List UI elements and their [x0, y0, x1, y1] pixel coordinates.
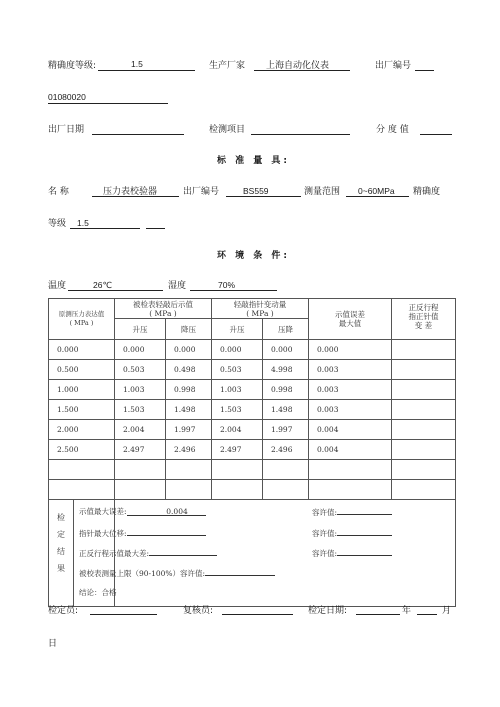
upper-limit-row	[79, 567, 275, 579]
standard-range-underline	[346, 196, 409, 197]
header-shift: 轻敲指针变动量 ( MPa )	[212, 299, 309, 319]
table-row	[49, 360, 456, 380]
serial-underline-1	[415, 70, 434, 71]
cell-up-2: 1.503	[212, 400, 263, 420]
standard-accuracy-label: 精确度	[413, 187, 441, 197]
cell-down-1: 2.496	[166, 440, 212, 460]
inspector-label: 检定员:	[48, 606, 79, 616]
result-label-char: 结	[57, 547, 65, 556]
year-label: 年	[402, 606, 412, 616]
subheader-up-1: 升压	[115, 319, 166, 340]
cell-down-2: 4.998	[263, 360, 309, 380]
hysteresis-row	[79, 547, 217, 559]
cell-up-1: 2.497	[115, 440, 166, 460]
conclusion: 结论：合格	[79, 588, 117, 597]
day-label: 日	[48, 639, 58, 649]
cell-hysteresis	[392, 340, 456, 360]
cell-down-2: 2.496	[263, 440, 309, 460]
result-body	[79, 500, 456, 607]
cell-standard: 0.500	[49, 360, 115, 380]
standard-range-label: 测量范围	[304, 187, 341, 197]
verify-date-label: 检定日期:	[308, 606, 348, 616]
cell-standard: 2.000	[49, 420, 115, 440]
cell-up-1: 0.503	[115, 360, 166, 380]
accuracy-label: 精确度等级:	[48, 61, 97, 71]
accuracy-value: 1.5	[131, 59, 143, 69]
cell-up-2: 2.004	[212, 420, 263, 440]
cell-hysteresis	[392, 380, 456, 400]
max-error-row	[79, 506, 206, 517]
table-row	[49, 340, 456, 360]
allow-row-3	[312, 547, 392, 559]
humidity-value: 70%	[218, 280, 236, 290]
cell-error: 0.003	[309, 360, 392, 380]
cell-down-1: 0.000	[166, 340, 212, 360]
standard-title: 标 准 量 具:	[217, 156, 290, 166]
maker-label: 生产厂家	[209, 61, 246, 71]
max-error-label: 示值最大误差:	[79, 507, 127, 516]
inspector-underline	[90, 614, 157, 615]
cell-standard: 0.000	[49, 340, 115, 360]
cell-down-2: 1.997	[263, 420, 309, 440]
standard-serial-underline	[226, 196, 301, 197]
reviewer-underline	[222, 614, 293, 615]
month-label: 月	[442, 606, 452, 616]
standard-serial-label: 出厂编号	[183, 187, 220, 197]
standard-grade-underline-1	[70, 228, 140, 229]
pointer-shift-row	[79, 527, 206, 539]
subheader-down-2: 压降	[263, 319, 309, 340]
cell-up-2: 0.000	[212, 340, 263, 360]
cell-down-1: 1.997	[166, 420, 212, 440]
serial-value: 01080020	[48, 92, 86, 102]
cell-error: 0.004	[309, 440, 392, 460]
standard-name-label: 名 称	[48, 187, 69, 197]
hysteresis-label: 正反行程示值最大差:	[79, 549, 150, 558]
temperature-label: 温度	[48, 281, 67, 291]
allow-label-1: 容许值:	[312, 508, 338, 517]
cell-up-2: 1.003	[212, 380, 263, 400]
serial-label: 出厂编号	[375, 61, 412, 71]
serial-underline-2	[48, 103, 168, 104]
table-row	[49, 440, 456, 460]
result-label-char: 定	[57, 530, 65, 539]
humidity-label: 湿度	[168, 281, 187, 291]
upper-limit-label: 被校表测量上限（90-100%）容许值:	[79, 569, 206, 578]
header-after-tap: 被检表轻敲后示值 ( MPa )	[115, 299, 212, 319]
table-row-empty	[49, 480, 456, 500]
table-row	[49, 400, 456, 420]
cell-error: 0.004	[309, 420, 392, 440]
standard-name-value: 压力表校验器	[103, 187, 158, 197]
standard-grade-underline-2	[146, 228, 165, 229]
cell-up-2: 2.497	[212, 440, 263, 460]
result-label-char: 果	[57, 564, 65, 573]
environment-title: 环 境 条 件:	[217, 251, 290, 261]
pointer-shift-label: 指针最大位移:	[79, 529, 127, 538]
item-label: 检测项目	[209, 125, 246, 135]
cell-standard: 1.500	[49, 400, 115, 420]
date-underline	[92, 134, 184, 135]
result-label-char: 检	[57, 513, 65, 522]
cell-down-1: 1.498	[166, 400, 212, 420]
accuracy-underline	[98, 70, 195, 71]
cell-up-1: 2.004	[115, 420, 166, 440]
cell-up-2: 0.503	[212, 360, 263, 380]
cell-down-2: 0.000	[263, 340, 309, 360]
maker-value: 上海自动化仪表	[266, 61, 330, 71]
standard-grade-value: 1.5	[77, 218, 89, 228]
cell-hysteresis	[392, 420, 456, 440]
verification-table	[48, 298, 456, 607]
division-underline	[420, 134, 452, 135]
maker-underline	[254, 70, 350, 71]
cell-hysteresis	[392, 360, 456, 380]
subheader-down-1: 降压	[166, 319, 212, 340]
allow-label-3: 容许值:	[312, 549, 338, 558]
cell-error: 0.003	[309, 400, 392, 420]
year-underline	[356, 614, 400, 615]
division-label: 分 度 值	[376, 125, 409, 135]
allow-row-1	[312, 506, 392, 518]
cell-up-1: 0.000	[115, 340, 166, 360]
standard-grade-label: 等级	[48, 219, 67, 229]
temperature-underline	[68, 290, 163, 291]
cell-error: 0.000	[309, 340, 392, 360]
table-row	[49, 420, 456, 440]
header-error: 示值误差 最大值	[309, 299, 392, 340]
table-row	[49, 380, 456, 400]
header-hysteresis: 正反行程 指正针值 变 差	[392, 299, 456, 340]
humidity-underline	[190, 290, 277, 291]
date-label: 出厂日期	[48, 125, 85, 135]
temperature-value: 26℃	[93, 280, 113, 290]
standard-name-underline	[92, 196, 179, 197]
month-underline	[417, 614, 437, 615]
reviewer-label: 复核员:	[183, 606, 214, 616]
cell-up-1: 1.503	[115, 400, 166, 420]
cell-up-1: 1.003	[115, 380, 166, 400]
item-underline	[251, 134, 350, 135]
cell-error: 0.003	[309, 380, 392, 400]
standard-range-value: 0~60MPa	[358, 186, 395, 196]
cell-hysteresis	[392, 400, 456, 420]
cell-down-1: 0.498	[166, 360, 212, 380]
cell-down-2: 1.498	[263, 400, 309, 420]
max-error-value: 0.004	[166, 507, 188, 516]
cell-down-1: 0.998	[166, 380, 212, 400]
cell-hysteresis	[392, 440, 456, 460]
cell-standard: 1.000	[49, 380, 115, 400]
cell-down-2: 0.998	[263, 380, 309, 400]
standard-serial-value: BS559	[243, 186, 269, 196]
allow-label-2: 容许值:	[312, 529, 338, 538]
cell-standard: 2.500	[49, 440, 115, 460]
header-standard: 原测压力表达值 ( MPa )	[49, 299, 115, 340]
table-row-empty	[49, 460, 456, 480]
subheader-up-2: 升压	[212, 319, 263, 340]
allow-row-2	[312, 527, 392, 539]
